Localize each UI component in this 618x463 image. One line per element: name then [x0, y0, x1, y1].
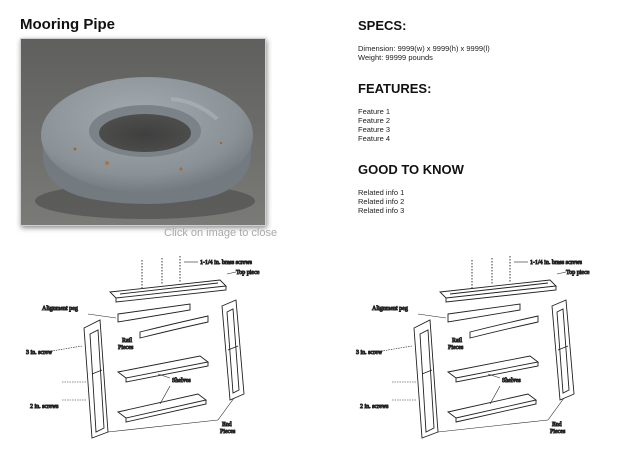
- product-title: Mooring Pipe: [20, 16, 115, 33]
- rail-pieces-label: Pieces: [448, 345, 464, 351]
- feature-item: Feature 3: [358, 125, 391, 134]
- shelf-lower: [448, 394, 536, 418]
- three-in-screw-label: 3 in. screw: [356, 350, 383, 356]
- rail-label: Rail: [452, 338, 462, 344]
- specs-heading: SPECS:: [358, 18, 407, 33]
- feature-item: Feature 4: [358, 134, 391, 143]
- end-label: End: [552, 422, 562, 428]
- assembly-diagram-left: [22, 252, 282, 442]
- end-pieces-label: Pieces: [550, 429, 566, 435]
- related-info-item: Related info 3: [358, 206, 405, 215]
- product-info-column: [358, 18, 598, 234]
- rail-label: Rail: [122, 338, 132, 344]
- related-info-item: Related info 2: [358, 197, 405, 206]
- end-pieces-label: Pieces: [220, 429, 236, 435]
- two-in-screws-label: 2 in. screws: [360, 404, 389, 410]
- brass-screws-label: 1-1/4 in. brass screws: [530, 260, 582, 266]
- feature-item: Feature 1: [358, 107, 391, 116]
- end-piece-left: [84, 320, 108, 438]
- rail-piece-top: [118, 304, 190, 322]
- specs-section: [358, 18, 598, 62]
- rail-piece-bottom: [140, 316, 208, 338]
- shelves-label: Shelves: [502, 378, 521, 384]
- end-piece-right-inner: [227, 309, 239, 393]
- end-label: End: [222, 422, 232, 428]
- two-in-screws-label: 2 in. screws: [30, 404, 59, 410]
- feature-item: Feature 2: [358, 116, 391, 125]
- spec-dimension: Dimension: 9999(w) x 9999(h) x 9999(l): [358, 44, 490, 53]
- shelf-lower: [118, 394, 206, 418]
- brass-screws-label: 1-1/4 in. brass screws: [200, 260, 252, 266]
- three-in-screw-label: 3 in. screw: [26, 350, 53, 356]
- rail-piece-bottom: [470, 316, 538, 338]
- close-image-caption[interactable]: Click on image to close: [164, 227, 278, 239]
- top-piece-label: Top piece: [566, 270, 590, 276]
- alignment-peg-label: Alignment peg: [372, 306, 408, 312]
- alignment-peg-label: Alignment peg: [42, 306, 78, 312]
- shelves-label: Shelves: [172, 378, 191, 384]
- rail-pieces-label: Pieces: [118, 345, 134, 351]
- features-heading: FEATURES:: [358, 81, 432, 96]
- end-piece-left: [414, 320, 438, 438]
- good-to-know-section: [358, 162, 598, 215]
- spec-weight: Weight: 99999 pounds: [358, 53, 433, 62]
- good-to-know-heading: GOOD TO KNOW: [358, 162, 464, 177]
- rail-piece-top: [448, 304, 520, 322]
- features-section: [358, 81, 598, 143]
- end-piece-right-inner: [557, 309, 569, 393]
- product-photo[interactable]: [20, 38, 266, 226]
- top-piece-label: Top piece: [236, 270, 260, 276]
- related-info-item: Related info 1: [358, 188, 405, 197]
- assembly-diagram-right: [352, 252, 612, 442]
- mooring-pipe-image[interactable]: [21, 39, 265, 225]
